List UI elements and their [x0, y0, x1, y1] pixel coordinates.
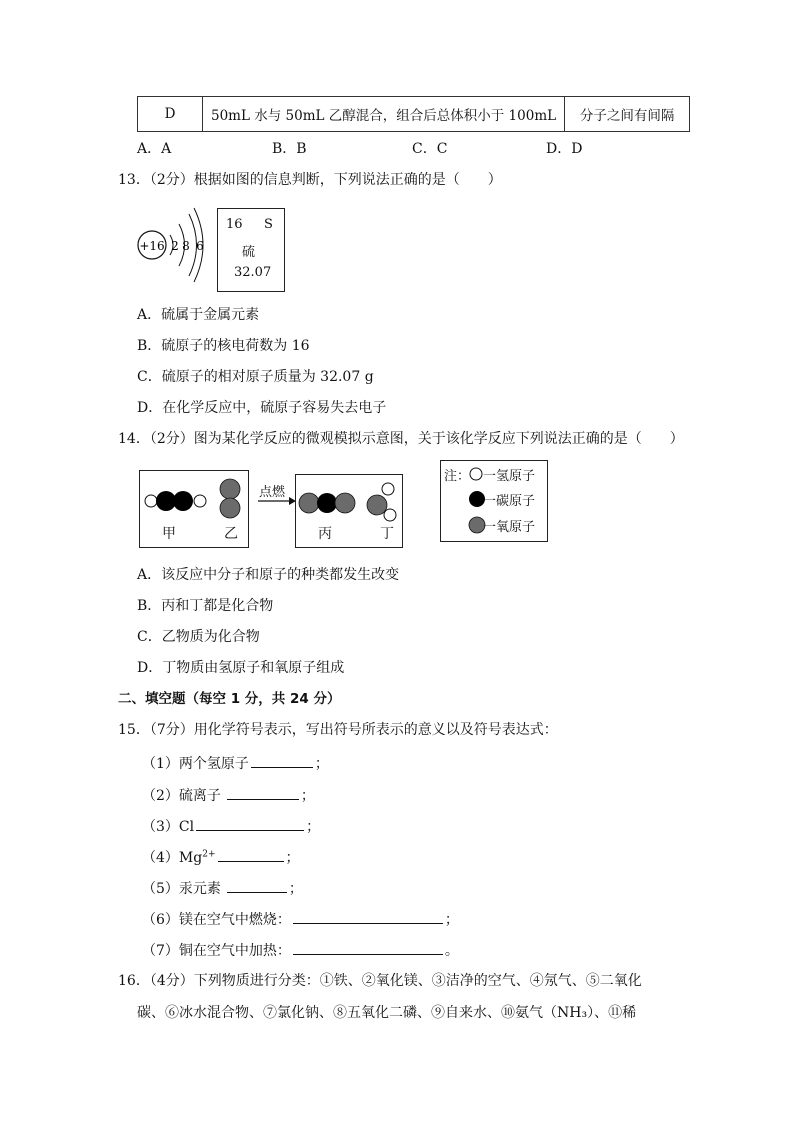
answer-blank[interactable]: [293, 940, 443, 955]
oxygen-atom: [299, 493, 319, 513]
hydrogen-atom: [145, 495, 157, 507]
option-c: C．乙物质为化合物: [137, 629, 260, 645]
shell-electrons: 2: [171, 239, 179, 253]
atom-structure-diagram: [132, 200, 212, 290]
oxygen-atom: [367, 495, 387, 515]
fill-item: （6）镁在空气中燃烧： ；: [142, 909, 459, 929]
table-cell: D: [138, 97, 203, 132]
answer-blank[interactable]: [227, 878, 287, 893]
reactant-label-yi: 乙: [224, 526, 238, 542]
answer-blank[interactable]: [251, 753, 313, 768]
legend-prefix: 注：: [444, 469, 471, 484]
question-stem: 15．（7分）用化学符号表示，写出符号所表示的意义以及符号表达式：: [118, 722, 558, 738]
question-stem: 16．（4分）下列物质进行分类：①铁、②氧化镁、③洁净的空气、④氖气、⑤二氧化: [118, 973, 642, 989]
reactants-box: [139, 470, 249, 548]
answer-blank[interactable]: [227, 785, 299, 800]
product-label-bing: 丙: [318, 526, 332, 542]
answer-blank[interactable]: [196, 816, 304, 831]
atomic-number: 16: [226, 217, 243, 232]
option-d: D．D: [546, 141, 583, 157]
carbon-dioxide-molecule: [299, 493, 355, 513]
element-card: [217, 208, 285, 292]
fill-item: （7）铜在空气中加热： 。: [142, 940, 459, 960]
fill-item: （5）汞元素 ；: [142, 878, 303, 898]
arrow-icon: [258, 496, 296, 506]
water-molecule: [367, 483, 396, 521]
option-d: D．丁物质由氢原子和氧原子组成: [137, 660, 345, 676]
oxygen-atom: [335, 493, 355, 513]
question-stem-continued: 碳、⑥冰水混合物、⑦氯化钠、⑧五氧化二磷、⑨自来水、⑩氨气（NH₃）、⑪稀: [137, 1005, 637, 1021]
reaction-condition: 点燃: [259, 485, 286, 500]
legend-carbon: 一碳原子: [483, 494, 536, 509]
shell-electrons: 6: [196, 239, 204, 253]
element-name: 硫: [242, 245, 256, 260]
option-d: D．在化学反应中，硫原子容易失去电子: [137, 400, 387, 416]
section-heading: 二、填空题（每空 1 分，共 24 分）: [118, 691, 341, 707]
atomic-mass: 32.07: [234, 265, 272, 280]
nucleus-charge: +16: [139, 239, 165, 253]
question-stem: 14．（2分）图为某化学反应的微观模拟示意图，关于该化学反应下列说法正确的是（ ）: [118, 431, 684, 447]
fill-item: （2）硫离子 ；: [142, 785, 315, 805]
reactant-label-jia: 甲: [162, 526, 176, 542]
hydrogen-atom: [384, 509, 396, 521]
oxygen-atom: [220, 479, 240, 499]
fill-item: （3）Cl ；: [142, 816, 320, 836]
option-a: A．A: [137, 141, 172, 157]
table-cell: 50mL 水与 50mL 乙醇混合，组合后总体积小于 100mL: [203, 97, 565, 132]
ethyne-molecule: [145, 491, 206, 511]
legend-box: [440, 460, 548, 542]
option-a: A．硫属于金属元素: [137, 307, 260, 323]
oxygen-molecule: [220, 479, 240, 518]
hydrogen-atom: [382, 483, 394, 495]
product-label-ding: 丁: [380, 526, 394, 542]
products-box: [295, 474, 403, 548]
hydrogen-atom: [194, 495, 206, 507]
carbon-atom: [317, 493, 337, 513]
legend-oxygen: 一氧原子: [483, 520, 536, 535]
question-table: [137, 96, 690, 132]
option-a: A．该反应中分子和原子的种类都发生改变: [137, 567, 400, 583]
carbon-atom: [173, 491, 193, 511]
option-b: B．丙和丁都是化合物: [137, 598, 274, 614]
hydrogen-atom: [470, 468, 482, 480]
answer-blank[interactable]: [218, 847, 284, 862]
option-b: B．B: [272, 141, 307, 157]
oxygen-atom: [220, 498, 240, 518]
option-c: C．C: [412, 141, 448, 157]
legend-hydrogen: 一氢原子: [483, 469, 536, 484]
answer-blank[interactable]: [293, 909, 443, 924]
option-c: C．硫原子的相对原子质量为 32.07 g: [137, 369, 374, 385]
fill-item: $(4)Mg^{2+}$ ；: [142, 847, 300, 867]
fill-item: （1）两个氢原子 ；: [142, 753, 329, 773]
table-row: [138, 97, 690, 132]
table-cell: 分子之间有间隔: [565, 97, 690, 132]
element-symbol: S: [264, 217, 273, 232]
option-b: B．硫原子的核电荷数为 16: [137, 338, 310, 354]
question-stem: 13．（2分）根据如图的信息判断，下列说法正确的是（ ）: [118, 172, 502, 188]
shell-electrons: 8: [182, 239, 190, 253]
